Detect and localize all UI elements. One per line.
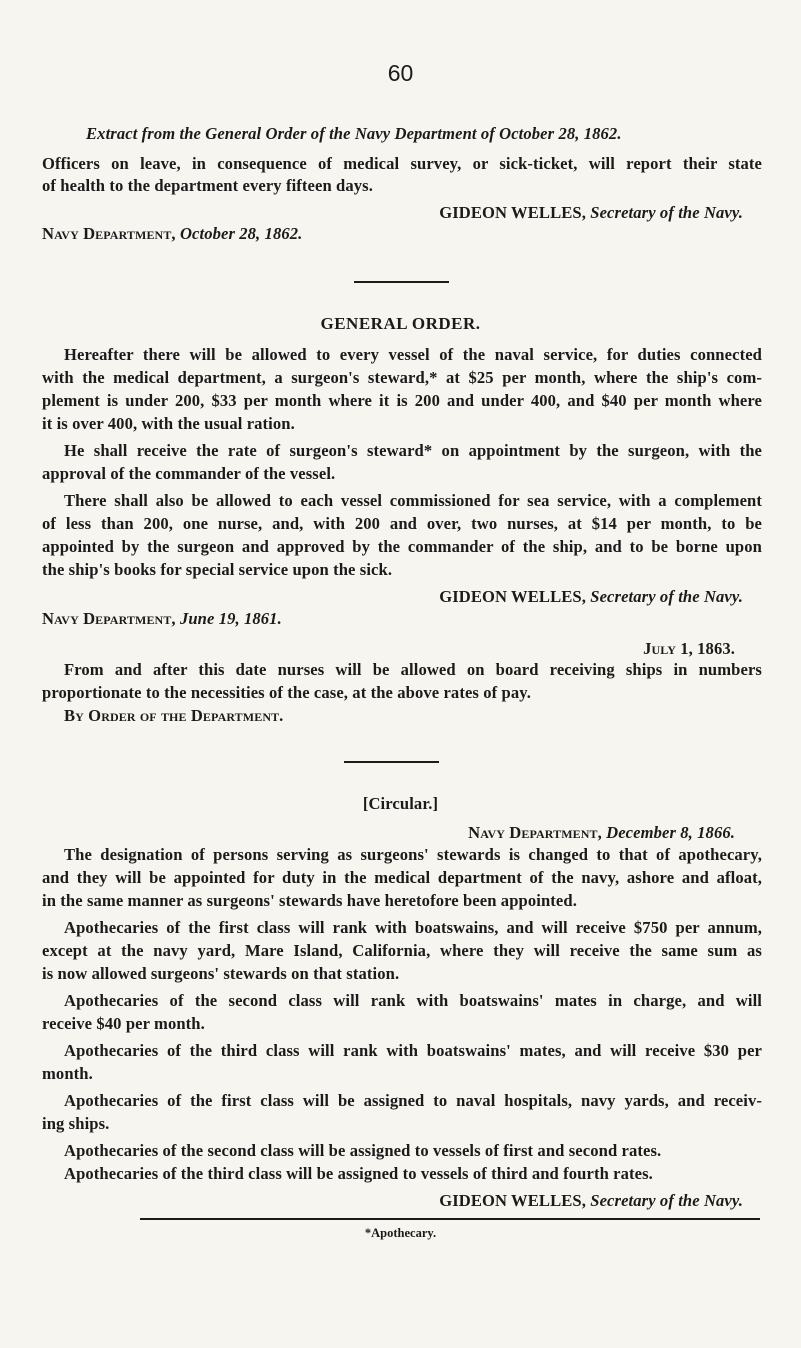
paragraph-line: the ship's books for special service upon the sick. xyxy=(42,560,393,579)
general-order-signature xyxy=(439,587,743,607)
signature-name: GIDEON WELLES, xyxy=(439,203,587,222)
dept-name: Navy Department, xyxy=(42,609,176,628)
paragraph-line: Apothecaries of the second class will be assigned to vessels of first and second rates. xyxy=(64,1141,662,1160)
signature-name: GIDEON WELLES, xyxy=(439,1191,587,1210)
extract-dept-date xyxy=(42,224,302,244)
paragraph-line: proportionate to the necessities of the case, at the above rates of pay. xyxy=(42,683,531,702)
page-number: 60 xyxy=(387,60,414,86)
paragraph-line: is now allowed surgeons' stewards on that station. xyxy=(42,964,400,983)
paragraph-line: receive $40 per month. xyxy=(42,1014,205,1033)
divider-rule xyxy=(354,281,449,283)
paragraph-line: it is over 400, with the usual ration. xyxy=(42,414,295,433)
dept-date: December 8, 1866. xyxy=(606,823,735,842)
circular-label: [Circular.] xyxy=(362,794,439,813)
paragraph-line: appointed by the surgeon and approved by the commander of the ship, and to be borne upon xyxy=(42,537,762,556)
paragraph-line: Hereafter there will be allowed to every vessel of the naval service, for duties connected xyxy=(64,345,762,364)
paragraph-line: Apothecaries of the third class will be assigned to vessels of third and fourth rates. xyxy=(64,1164,653,1183)
signature-name: GIDEON WELLES, xyxy=(439,587,587,606)
paragraph-line: of less than 200, one nurse, and, with 200 and over, two nurses, at $14 per month, to be xyxy=(42,514,762,533)
paragraph-line: He shall receive the rate of surgeon's steward* on appointment by the surgeon, with the xyxy=(64,441,762,460)
paragraph-line: Apothecaries of the third class will rank with boatswains' mates, and will receive $30 per xyxy=(64,1041,762,1060)
extract-line-2: of health to the department every fifteen days. xyxy=(42,176,373,195)
paragraph-line: From and after this date nurses will be allowed on board receiving ships in numbers xyxy=(64,660,762,679)
paragraph-line: ing ships. xyxy=(42,1114,110,1133)
paragraph-line: Apothecaries of the first class will rank with boatswains, and will receive $750 per annum, xyxy=(64,918,762,937)
by-order-line: By Order of the Department. xyxy=(64,706,284,725)
circular-signature xyxy=(439,1191,743,1211)
footnote: *Apothecary. xyxy=(364,1226,437,1240)
general-order-dept-date xyxy=(42,609,282,629)
paragraph-line: approval of the commander of the vessel. xyxy=(42,464,336,483)
extract-line-1: Officers on leave, in consequence of medical survey, or sick-ticket, will report their state xyxy=(42,154,762,173)
dept-date: October 28, 1862. xyxy=(179,224,303,243)
paragraph-line: with the medical department, a surgeon's steward,* at $25 per month, where the ship's com- xyxy=(42,368,762,387)
general-order-heading: GENERAL ORDER. xyxy=(320,314,481,333)
july-order-date: July 1, 1863. xyxy=(643,639,735,658)
paragraph-line: plement is under 200, $33 per month where it is 200 and under 400, and $40 per month where xyxy=(42,391,762,410)
dept-name: Navy Department, xyxy=(468,823,602,842)
paragraph-line: and they will be appointed for duty in the medical department of the navy, ashore and afloat, xyxy=(42,868,762,887)
paragraph-line: Apothecaries of the second class will rank with boatswains' mates in charge, and will xyxy=(64,991,762,1010)
signature-title: Secretary of the Navy. xyxy=(590,203,743,222)
dept-date: June 19, 1861. xyxy=(179,609,282,628)
paragraph-line: There shall also be allowed to each vessel commissioned for sea service, with a complement xyxy=(64,491,762,510)
footnote-rule xyxy=(140,1218,760,1220)
paragraph-line: in the same manner as surgeons' stewards have heretofore been appointed. xyxy=(42,891,577,910)
circular-dept-date xyxy=(468,823,735,843)
paragraph-line: except at the navy yard, Mare Island, California, where they will receive the same sum as xyxy=(42,941,762,960)
signature-title: Secretary of the Navy. xyxy=(590,1191,743,1210)
extract-signature xyxy=(439,203,743,223)
divider-rule xyxy=(344,761,439,763)
paragraph-line: month. xyxy=(42,1064,93,1083)
dept-name: Navy Department, xyxy=(42,224,176,243)
paragraph-line: Apothecaries of the first class will be assigned to naval hospitals, navy yards, and receiv- xyxy=(64,1091,762,1110)
extract-title: Extract from the General Order of the Navy Department of October 28, 1862. xyxy=(86,124,622,143)
paragraph-line: The designation of persons serving as surgeons' stewards is changed to that of apothecary, xyxy=(64,845,762,864)
signature-title: Secretary of the Navy. xyxy=(590,587,743,606)
